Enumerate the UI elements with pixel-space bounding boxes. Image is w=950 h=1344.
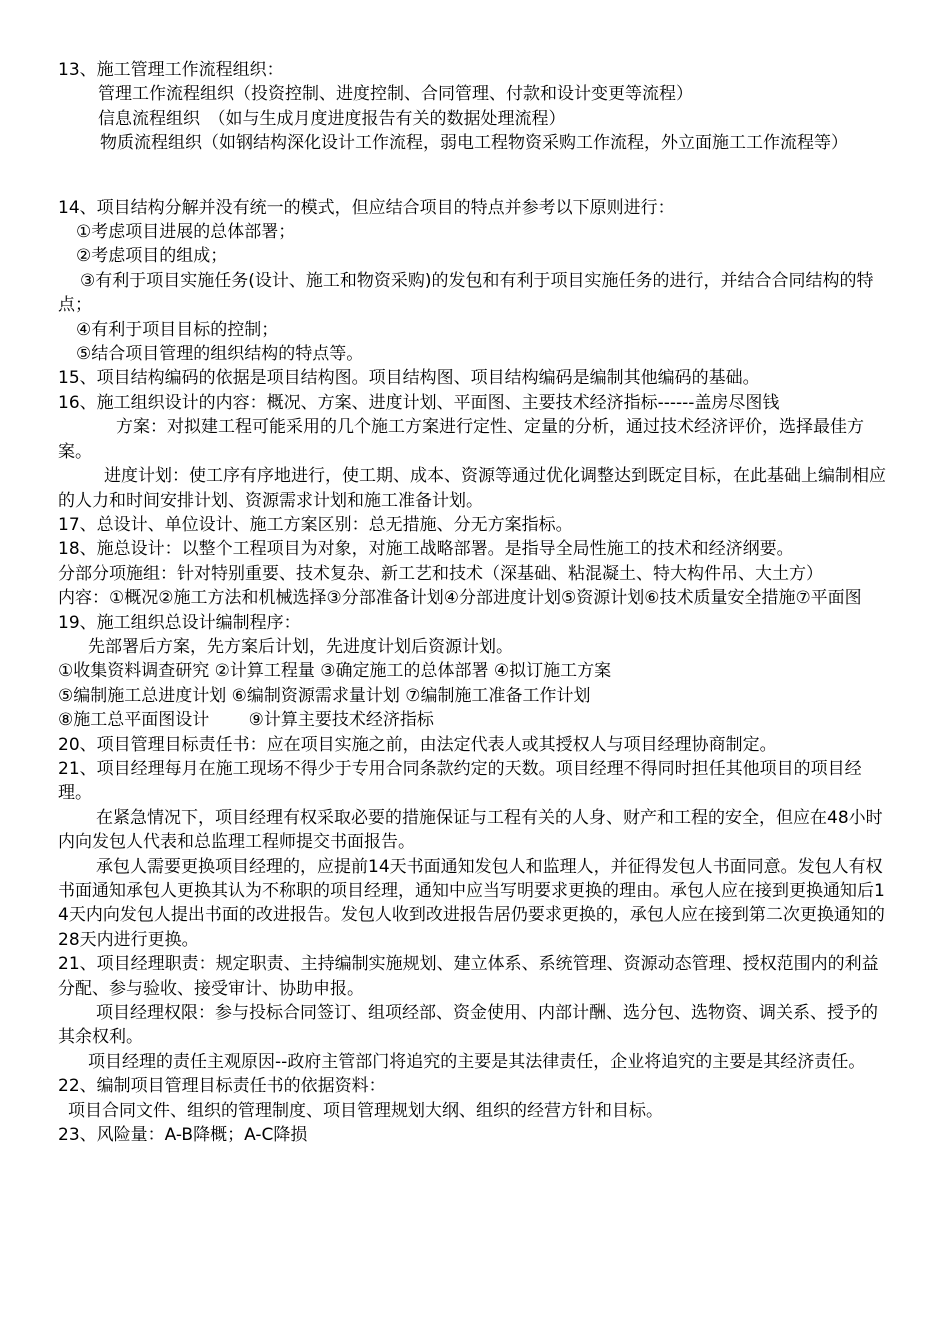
list-item: ③有利于项目实施任务(设计、施工和物资采购)的发包和有利于项目实施任务的进行，并结合合同结构的特点； [58, 270, 874, 316]
list-item: ⑧施工总平面图设计 ⑨计算主要技术经济指标 [58, 710, 434, 731]
paragraph: 在紧急情况下，项目经理有权采取必要的措施保证与工程有关的人身、财产和工程的安全，但应在48小时内向发包人代表和总监理工程师提交书面报告。 [58, 807, 883, 853]
heading-17: 17、总设计、单位设计、施工方案区别：总无措施、分无方案指标。 [58, 514, 573, 535]
paragraph: 项目经理的责任主观原因--政府主管部门将追究的主要是其法律责任，企业将追究的主要是其经济责任。 [88, 1051, 866, 1072]
heading-19: 19、施工组织总设计编制程序： [58, 612, 301, 633]
heading-20: 20、项目管理目标责任书：应在项目实施之前，由法定代表人或其授权人与项目经理协商制定。 [58, 734, 777, 755]
paragraph: 进度计划：使工序有序地进行，使工期、成本、资源等通过优化调整达到既定目标，在此基础上编制相应的人力和时间安排计划、资源需求计划和施工准备计划。 [58, 466, 886, 511]
heading-22: 22、编制项目管理目标责任书的依据资料： [58, 1076, 386, 1097]
list-item: 管理工作流程组织（投资控制、进度控制、合同管理、付款和设计变更等流程） [98, 84, 693, 105]
heading-14: 14、项目结构分解并没有统一的模式，但应结合项目的特点并参考以下原则进行： [58, 197, 675, 218]
heading-21-duties: 21、项目经理职责：规定职责、主持编制实施规划、建立体系、系统管理、资源动态管理、授权范围内的利益分配、参与验收、接受审计、协助申报。 [58, 954, 879, 999]
paragraph: 承包人需要更换项目经理的，应提前14天书面通知发包人和监理人，并征得发包人书面同意。发包人有权书面通知承包人更换其认为不称职的项目经理，通知中应当写明要求更换的理由。承包人应在接到更换通知后14天内向发包人提出书面的改进报告。发包人收到改进报告居仍要求更换的，承包人应在接到第二次更换通知的28天内进行更换。 [58, 856, 885, 950]
list-item: ②考虑项目的组成； [76, 246, 228, 267]
list-item: 物质流程组织（如钢结构深化设计工作流程，弱电工程物资采购工作流程，外立面施工工作流程等） [100, 133, 848, 154]
heading-21: 21、项目经理每月在施工现场不得少于专用合同条款约定的天数。项目经理不得同时担任其他项目的项目经理。 [58, 758, 862, 804]
list-item: ⑤编制施工总进度计划 ⑥编制资源需求量计划 ⑦编制施工准备工作计划 [58, 685, 591, 706]
heading-23: 23、风险量：A-B降概；A-C降损 [58, 1125, 308, 1146]
heading-16: 16、施工组织设计的内容：概况、方案、进度计划、平面图、主要技术经济指标------盖房尽图钱 [58, 392, 780, 413]
document-body [58, 58, 894, 1147]
paragraph: 分部分项施组：针对特别重要、技术复杂、新工艺和技术（深基础、粘混凝土、特大构件吊、大土方） [58, 563, 823, 584]
paragraph: 项目合同文件、组织的管理制度、项目管理规划大纲、组织的经营方针和目标。 [68, 1100, 663, 1121]
list-item: ④有利于项目目标的控制； [76, 319, 279, 340]
heading-15: 15、项目结构编码的依据是项目结构图。项目结构图、项目结构编码是编制其他编码的基础。 [58, 368, 760, 389]
heading-18: 18、施总设计：以整个工程项目为对象，对施工战略部署。是指导全局性施工的技术和经济纲要。 [58, 539, 794, 560]
paragraph: 先部署后方案，先方案后计划，先进度计划后资源计划。 [88, 636, 513, 657]
paragraph: 项目经理权限：参与投标合同签订、组项经部、资金使用、内部计酬、选分包、选物资、调关系、授予的其余权利。 [58, 1003, 878, 1048]
list-item: ①考虑项目进展的总体部署； [76, 222, 296, 243]
list-item: ⑤结合项目管理的组织结构的特点等。 [76, 344, 364, 365]
list-item: ①收集资料调查研究 ②计算工程量 ③确定施工的总体部署 ④拟订施工方案 [58, 661, 612, 682]
list-item: 信息流程组织 （如与生成月度进度报告有关的数据处理流程） [98, 108, 566, 129]
heading-13: 13、施工管理工作流程组织： [58, 60, 284, 80]
paragraph-gap [58, 156, 894, 196]
paragraph: 方案：对拟建工程可能采用的几个施工方案进行定性、定量的分析，通过技术经济评价，选择最佳方案。 [58, 417, 864, 462]
paragraph: 内容：①概况②施工方法和机械选择③分部准备计划④分部进度计划⑤资源计划⑥技术质量安全措施⑦平面图 [58, 588, 862, 609]
